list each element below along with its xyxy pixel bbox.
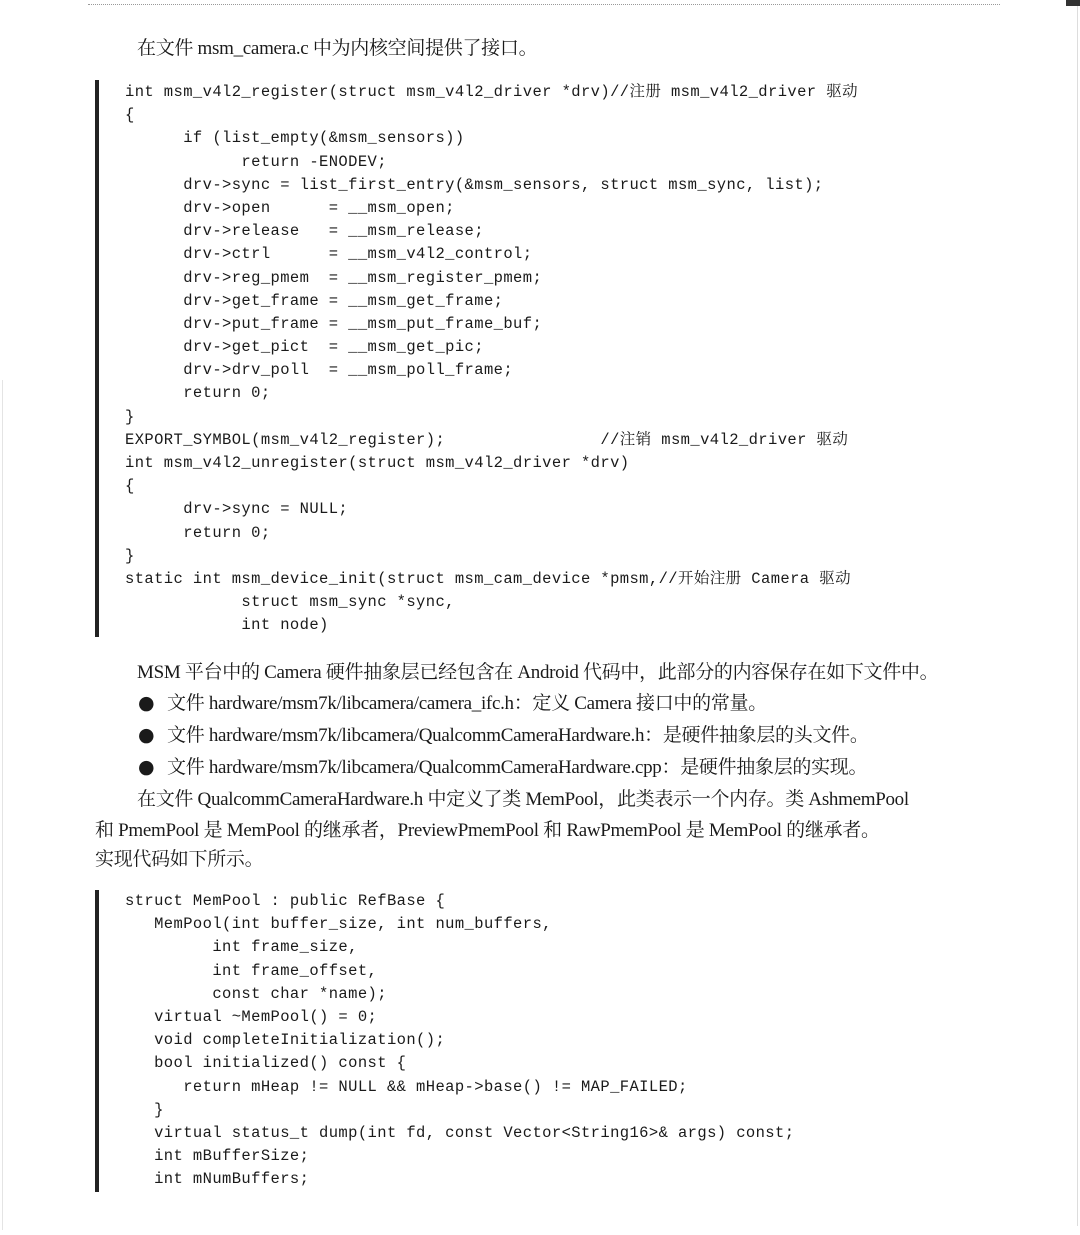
code-line: MemPool(int buffer_size, int num_buffers, <box>125 915 552 934</box>
code-line: drv->sync = list_first_entry(&msm_sensors, struct msm_sync, list); <box>125 175 824 194</box>
code-block-mempool <box>95 890 794 1192</box>
code-line: int frame_offset, <box>125 961 378 980</box>
code-block-msm-camera <box>95 80 858 637</box>
code-line: } <box>125 546 135 565</box>
code-line: drv->drv_poll = __msm_poll_frame; <box>125 361 514 380</box>
code-line: int node) <box>125 616 329 635</box>
code-line: int mNumBuffers; <box>125 1170 310 1189</box>
code-line: drv->open = __msm_open; <box>125 198 455 217</box>
code-line: drv->put_frame = __msm_put_frame_buf; <box>125 314 543 333</box>
code-line: const char *name); <box>125 984 387 1003</box>
code-line: return 0; <box>125 523 271 542</box>
code-line: virtual status_t dump(int fd, const Vector<String16>& args) const; <box>125 1123 795 1142</box>
bullet-icon: ● <box>138 724 155 746</box>
code-line: drv->get_pict = __msm_get_pic; <box>125 338 484 357</box>
code-line: bool initialized() const { <box>125 1054 407 1073</box>
code-line: return -ENODEV; <box>125 152 387 171</box>
page-right-edge <box>1077 6 1078 1226</box>
code-line: return mHeap != NULL && mHeap->base() != MAP_FAILED; <box>125 1077 688 1096</box>
code-line: return 0; <box>125 384 271 403</box>
code-line: if (list_empty(&msm_sensors)) <box>125 129 465 148</box>
code-line: } <box>125 1100 164 1119</box>
code-line: { <box>125 477 135 496</box>
code-line: EXPORT_SYMBOL(msm_v4l2_register); //注销 msm_v4l2_driver 驱动 <box>125 430 849 449</box>
mempool-paragraph-line: 在文件 QualcommCameraHardware.h 中定义了类 MemPool，此类表示一个内存。类 AshmemPool <box>137 789 909 810</box>
code-line: virtual ~MemPool() = 0; <box>125 1007 378 1026</box>
code-line: int msm_v4l2_unregister(struct msm_v4l2_driver *drv) <box>125 454 630 472</box>
mempool-paragraph-line: 和 PmemPool 是 MemPool 的继承者，PreviewPmemPool 和 RawPmemPool 是 MemPool 的继承者。 <box>95 820 880 841</box>
code-line: int msm_v4l2_register(struct msm_v4l2_driver *drv)//注册 msm_v4l2_driver 驱动 <box>125 83 859 101</box>
mempool-paragraph-line: 实现代码如下所示。 <box>95 849 264 870</box>
code-line: static int msm_device_init(struct msm_cam_device *pmsm,//开始注册 Camera 驱动 <box>125 569 851 588</box>
code-line: void completeInitialization(); <box>125 1031 446 1050</box>
code-line: drv->ctrl = __msm_v4l2_control; <box>125 245 533 264</box>
code-line: int mBufferSize; <box>125 1147 310 1166</box>
bullet-item: 文件 hardware/msm7k/libcamera/QualcommCameraHardware.h：是硬件抽象层的头文件。 <box>167 725 869 746</box>
intro-paragraph: 在文件 msm_camera.c 中为内核空间提供了接口。 <box>137 38 538 59</box>
code-line: { <box>125 106 135 125</box>
bullet-item: 文件 hardware/msm7k/libcamera/QualcommCameraHardware.cpp：是硬件抽象层的实现。 <box>167 757 868 778</box>
code-line: struct MemPool : public RefBase { <box>125 892 446 910</box>
msm-paragraph: MSM 平台中的 Camera 硬件抽象层已经包含在 Android 代码中，此部分的内容保存在如下文件中。 <box>137 662 939 683</box>
code-line: drv->reg_pmem = __msm_register_pmem; <box>125 268 543 287</box>
bullet-item: 文件 hardware/msm7k/libcamera/camera_ifc.h：定义 Camera 接口中的常量。 <box>167 693 767 714</box>
page-left-edge <box>2 380 3 1230</box>
code-line: drv->release = __msm_release; <box>125 222 484 241</box>
page-top-border <box>88 4 1000 5</box>
code-line: struct msm_sync *sync, <box>125 593 455 612</box>
code-line: int frame_size, <box>125 938 358 957</box>
bullet-icon: ● <box>138 756 155 778</box>
bullet-icon: ● <box>138 692 155 714</box>
code-line: } <box>125 407 135 426</box>
code-line: drv->sync = NULL; <box>125 500 349 519</box>
code-line: drv->get_frame = __msm_get_frame; <box>125 291 504 310</box>
